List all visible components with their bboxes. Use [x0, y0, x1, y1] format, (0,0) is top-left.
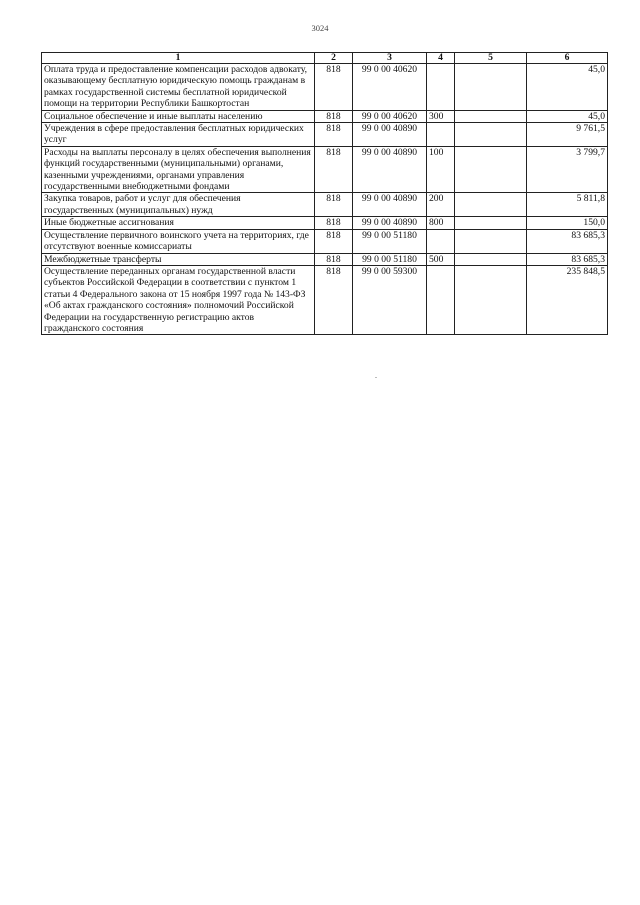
- column-header-3: 3: [353, 53, 427, 64]
- table-row: [42, 110, 608, 122]
- row-ved: 818: [315, 110, 353, 122]
- table-row: [42, 217, 608, 229]
- row-csr: 99 0 00 59300: [353, 265, 427, 334]
- row-amount: 45,0: [527, 64, 608, 111]
- budget-table: [41, 52, 608, 335]
- row-col5: [455, 193, 527, 217]
- row-vr: [427, 123, 455, 147]
- table-row: [42, 265, 608, 334]
- table-row: [42, 123, 608, 147]
- row-csr: 99 0 00 40890: [353, 193, 427, 217]
- row-ved: 818: [315, 64, 353, 111]
- row-csr: 99 0 00 40890: [353, 123, 427, 147]
- row-vr: [427, 64, 455, 111]
- table-row: [42, 193, 608, 217]
- row-amount: 235 848,5: [527, 265, 608, 334]
- row-amount: 3 799,7: [527, 146, 608, 193]
- row-vr: 800: [427, 217, 455, 229]
- row-name: Осуществление переданных органам государственной власти субъектов Российской Федерации в соответствии с пунктом 1 статьи 4 Федерального закона от 15 ноября 1997 года № 143-ФЗ «Об актах гражданского состояния» полномочий Российской Федерации на государственную регистрацию актов гражданского состояния: [42, 265, 315, 334]
- row-ved: 818: [315, 265, 353, 334]
- row-amount: 83 685,3: [527, 229, 608, 253]
- row-vr: 200: [427, 193, 455, 217]
- row-ved: 818: [315, 146, 353, 193]
- row-ved: 818: [315, 229, 353, 253]
- row-csr: 99 0 00 40620: [353, 110, 427, 122]
- row-csr: 99 0 00 40620: [353, 64, 427, 111]
- column-header-1: 1: [42, 53, 315, 64]
- row-col5: [455, 110, 527, 122]
- column-header-2: 2: [315, 53, 353, 64]
- row-col5: [455, 229, 527, 253]
- table-row: [42, 146, 608, 193]
- row-csr: 99 0 00 51180: [353, 253, 427, 265]
- row-vr: [427, 265, 455, 334]
- column-header-5: 5: [455, 53, 527, 64]
- row-amount: 9 761,5: [527, 123, 608, 147]
- row-csr: 99 0 00 40890: [353, 217, 427, 229]
- row-col5: [455, 253, 527, 265]
- row-csr: 99 0 00 51180: [353, 229, 427, 253]
- row-amount: 5 811,8: [527, 193, 608, 217]
- row-ved: 818: [315, 193, 353, 217]
- row-name: Закупка товаров, работ и услуг для обеспечения государственных (муниципальных) нужд: [42, 193, 315, 217]
- table-row: [42, 64, 608, 111]
- page-number: 3024: [311, 23, 329, 33]
- row-col5: [455, 64, 527, 111]
- row-ved: 818: [315, 123, 353, 147]
- row-name: Учреждения в сфере предоставления бесплатных юридических услуг: [42, 123, 315, 147]
- column-header-6: 6: [527, 53, 608, 64]
- row-amount: 45,0: [527, 110, 608, 122]
- row-name: Межбюджетные трансферты: [42, 253, 315, 265]
- row-name: Иные бюджетные ассигнования: [42, 217, 315, 229]
- row-col5: [455, 123, 527, 147]
- row-amount: 150,0: [527, 217, 608, 229]
- table-row: [42, 253, 608, 265]
- table-row: [42, 229, 608, 253]
- row-vr: 300: [427, 110, 455, 122]
- row-ved: 818: [315, 253, 353, 265]
- row-col5: [455, 217, 527, 229]
- row-name: Социальное обеспечение и иные выплаты населению: [42, 110, 315, 122]
- row-name: Осуществление первичного воинского учета на территориях, где отсутствуют военные комиссариаты: [42, 229, 315, 253]
- row-name: Оплата труда и предоставление компенсации расходов адвокату, оказывающему бесплатную юридическую помощь гражданам в рамках государственной системы бесплатной юридической помощи на территории Республики Башкортостан: [42, 64, 315, 111]
- row-col5: [455, 265, 527, 334]
- row-amount: 83 685,3: [527, 253, 608, 265]
- column-header-4: 4: [427, 53, 455, 64]
- row-vr: 100: [427, 146, 455, 193]
- row-name: Расходы на выплаты персоналу в целях обеспечения выполнения функций государственными (муниципальными) органами, казенными учреждениями, органами управления государственными внебюджетными фондами: [42, 146, 315, 193]
- row-col5: [455, 146, 527, 193]
- scan-speck: [375, 377, 377, 378]
- row-csr: 99 0 00 40890: [353, 146, 427, 193]
- table-body: [42, 64, 608, 335]
- row-vr: 500: [427, 253, 455, 265]
- row-vr: [427, 229, 455, 253]
- table-header-row: [42, 53, 608, 64]
- row-ved: 818: [315, 217, 353, 229]
